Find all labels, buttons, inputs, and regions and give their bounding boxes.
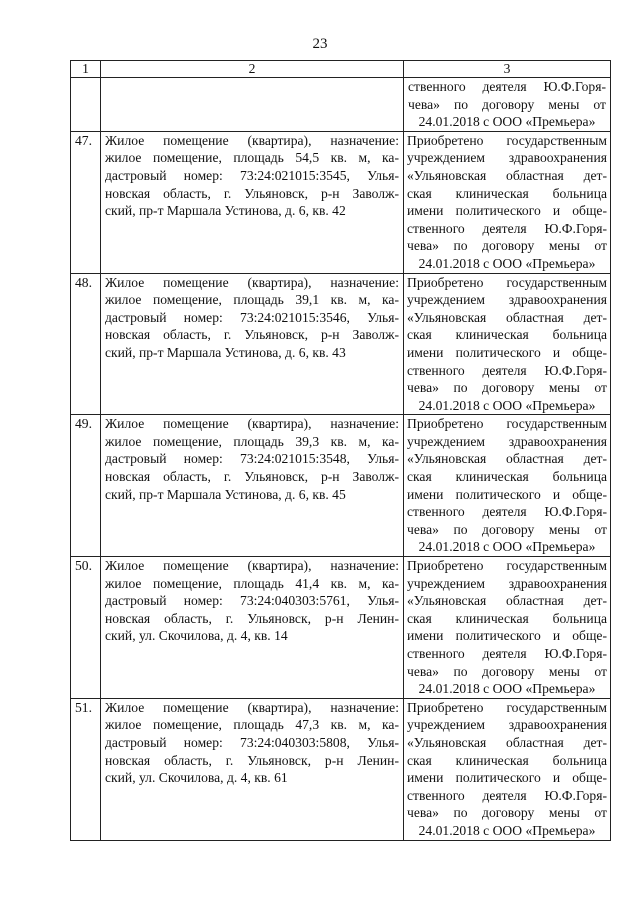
text-line: Жилое помещение (квартира), назначение: <box>105 699 399 715</box>
text-line: ственного деятеля Ю.Ф.Горя- <box>408 79 606 94</box>
text-line: новская область, г. Ульяновск, р-н Заволж- <box>105 185 399 201</box>
text-line: ственного деятеля Ю.Ф.Горя- <box>407 220 607 236</box>
text-line: учреждением здравоохранения <box>407 150 607 166</box>
text-line: жилое помещение, площадь 39,3 кв. м, ка- <box>105 433 399 449</box>
text-line: жилое помещение, площадь 47,3 кв. м, ка- <box>105 717 399 733</box>
text-line: новская область, г. Ульяновск, р-н Ленин- <box>105 752 399 768</box>
text-line: чева» по договору мены от <box>407 238 607 254</box>
text-line: имени политического и обще- <box>407 770 607 786</box>
text-line: жилое помещение, площадь 41,4 кв. м, ка- <box>105 575 399 591</box>
text-line: дастровый номер: 73:24:021015:3545, Улья- <box>105 167 399 183</box>
text-line: Приобретено государственным <box>407 699 607 715</box>
property-description <box>101 131 404 273</box>
text-line: ский, пр-т Маршала Устинова, д. 6, кв. 43 <box>105 344 346 360</box>
text-line: 24.01.2018 с ООО «Премьера» <box>418 114 596 130</box>
property-description <box>101 557 404 699</box>
text-line: новская область, г. Ульяновск, р-н Ленин- <box>105 610 399 626</box>
table-row <box>71 273 611 415</box>
text-line: Приобретено государственным <box>407 416 607 432</box>
text-line: Жилое помещение (квартира), назначение: <box>105 274 399 290</box>
text-line: чева» по договору мены от <box>407 521 607 537</box>
table-row <box>71 557 611 699</box>
text-line: учреждением здравоохранения <box>407 433 607 449</box>
text-line: ская клиническая больница <box>407 327 607 343</box>
text-line: новская область, г. Ульяновск, р-н Заволж- <box>105 469 399 485</box>
acquisition-note <box>404 415 611 557</box>
property-description <box>101 273 404 415</box>
text-line: ский, ул. Скочилова, д. 4, кв. 61 <box>105 770 288 786</box>
text-line: имени политического и обще- <box>407 628 607 644</box>
text-line: «Ульяновская областная дет- <box>407 734 607 750</box>
text-line: 24.01.2018 с ООО «Премьера» <box>418 822 596 838</box>
column-header: 2 <box>101 61 404 78</box>
text-line: ская клиническая больница <box>407 610 607 626</box>
text-line: Приобретено государственным <box>407 274 607 290</box>
text-line: имени политического и обще- <box>407 203 607 219</box>
text-line: Жилое помещение (квартира), назначение: <box>105 558 399 574</box>
text-line: чева» по договору мены от <box>408 96 606 112</box>
property-table <box>70 60 611 841</box>
text-line: ская клиническая больница <box>407 752 607 768</box>
text-line: чева» по договору мены от <box>407 380 607 396</box>
text-line: 24.01.2018 с ООО «Премьера» <box>418 397 596 413</box>
text-line: Жилое помещение (квартира), назначение: <box>105 416 399 432</box>
text-line: ский, пр-т Маршала Устинова, д. 6, кв. 42 <box>105 203 346 219</box>
table-row <box>71 698 611 840</box>
text-line: учреждением здравоохранения <box>407 292 607 308</box>
text-line: дастровый номер: 73:24:040303:5808, Улья- <box>105 734 399 750</box>
text-line: чева» по договору мены от <box>407 663 607 679</box>
text-line: жилое помещение, площадь 39,1 кв. м, ка- <box>105 292 399 308</box>
continuation-note <box>404 78 611 132</box>
column-header: 1 <box>71 61 101 78</box>
text-line: 24.01.2018 с ООО «Премьера» <box>418 539 596 555</box>
text-line: ственного деятеля Ю.Ф.Горя- <box>407 787 607 803</box>
text-line: учреждением здравоохранения <box>407 575 607 591</box>
table-header-row <box>71 61 611 78</box>
row-number: 49. <box>71 415 101 557</box>
text-line: «Ульяновская областная дет- <box>407 451 607 467</box>
text-line: дастровый номер: 73:24:021015:3546, Улья- <box>105 309 399 325</box>
text-line: 24.01.2018 с ООО «Премьера» <box>418 681 596 697</box>
row-number: 50. <box>71 557 101 699</box>
text-line: новская область, г. Ульяновск, р-н Заволж- <box>105 327 399 343</box>
text-line: 24.01.2018 с ООО «Премьера» <box>418 255 596 271</box>
row-number: 47. <box>71 131 101 273</box>
text-line: дастровый номер: 73:24:040303:5761, Улья- <box>105 593 399 609</box>
text-line: ская клиническая больница <box>407 185 607 201</box>
text-line: ский, ул. Скочилова, д. 4, кв. 14 <box>105 628 288 644</box>
text-line: «Ульяновская областная дет- <box>407 309 607 325</box>
text-line: Приобретено государственным <box>407 132 607 148</box>
page-number: 23 <box>312 36 328 52</box>
text-line: ский, пр-т Маршала Устинова, д. 6, кв. 45 <box>105 486 346 502</box>
text-line: ственного деятеля Ю.Ф.Горя- <box>407 646 607 661</box>
text-line: имени политического и обще- <box>407 486 607 502</box>
text-line: учреждением здравоохранения <box>407 717 607 733</box>
column-header: 3 <box>404 61 611 78</box>
text-line: ственного деятеля Ю.Ф.Горя- <box>407 504 607 520</box>
text-line: Приобретено государственным <box>407 558 607 574</box>
text-line: ская клиническая больница <box>407 469 607 485</box>
table-row <box>71 415 611 557</box>
acquisition-note <box>404 131 611 273</box>
text-line: «Ульяновская областная дет- <box>407 593 607 609</box>
text-line: жилое помещение, площадь 54,5 кв. м, ка- <box>105 150 399 166</box>
acquisition-note <box>404 557 611 699</box>
property-description <box>101 415 404 557</box>
empty-cell <box>71 78 101 132</box>
row-number: 48. <box>71 273 101 415</box>
row-number: 51. <box>71 698 101 840</box>
text-line: Жилое помещение (квартира), назначение: <box>105 132 399 148</box>
property-description <box>101 698 404 840</box>
text-line: имени политического и обще- <box>407 344 607 360</box>
continuation-row <box>71 78 611 132</box>
text-line: ственного деятеля Ю.Ф.Горя- <box>407 362 607 378</box>
text-line: «Ульяновская областная дет- <box>407 167 607 183</box>
text-line: дастровый номер: 73:24:021015:3548, Улья- <box>105 451 399 467</box>
empty-cell <box>101 78 404 132</box>
table-row <box>71 131 611 273</box>
text-line: чева» по договору мены от <box>407 805 607 821</box>
acquisition-note <box>404 698 611 840</box>
acquisition-note <box>404 273 611 415</box>
